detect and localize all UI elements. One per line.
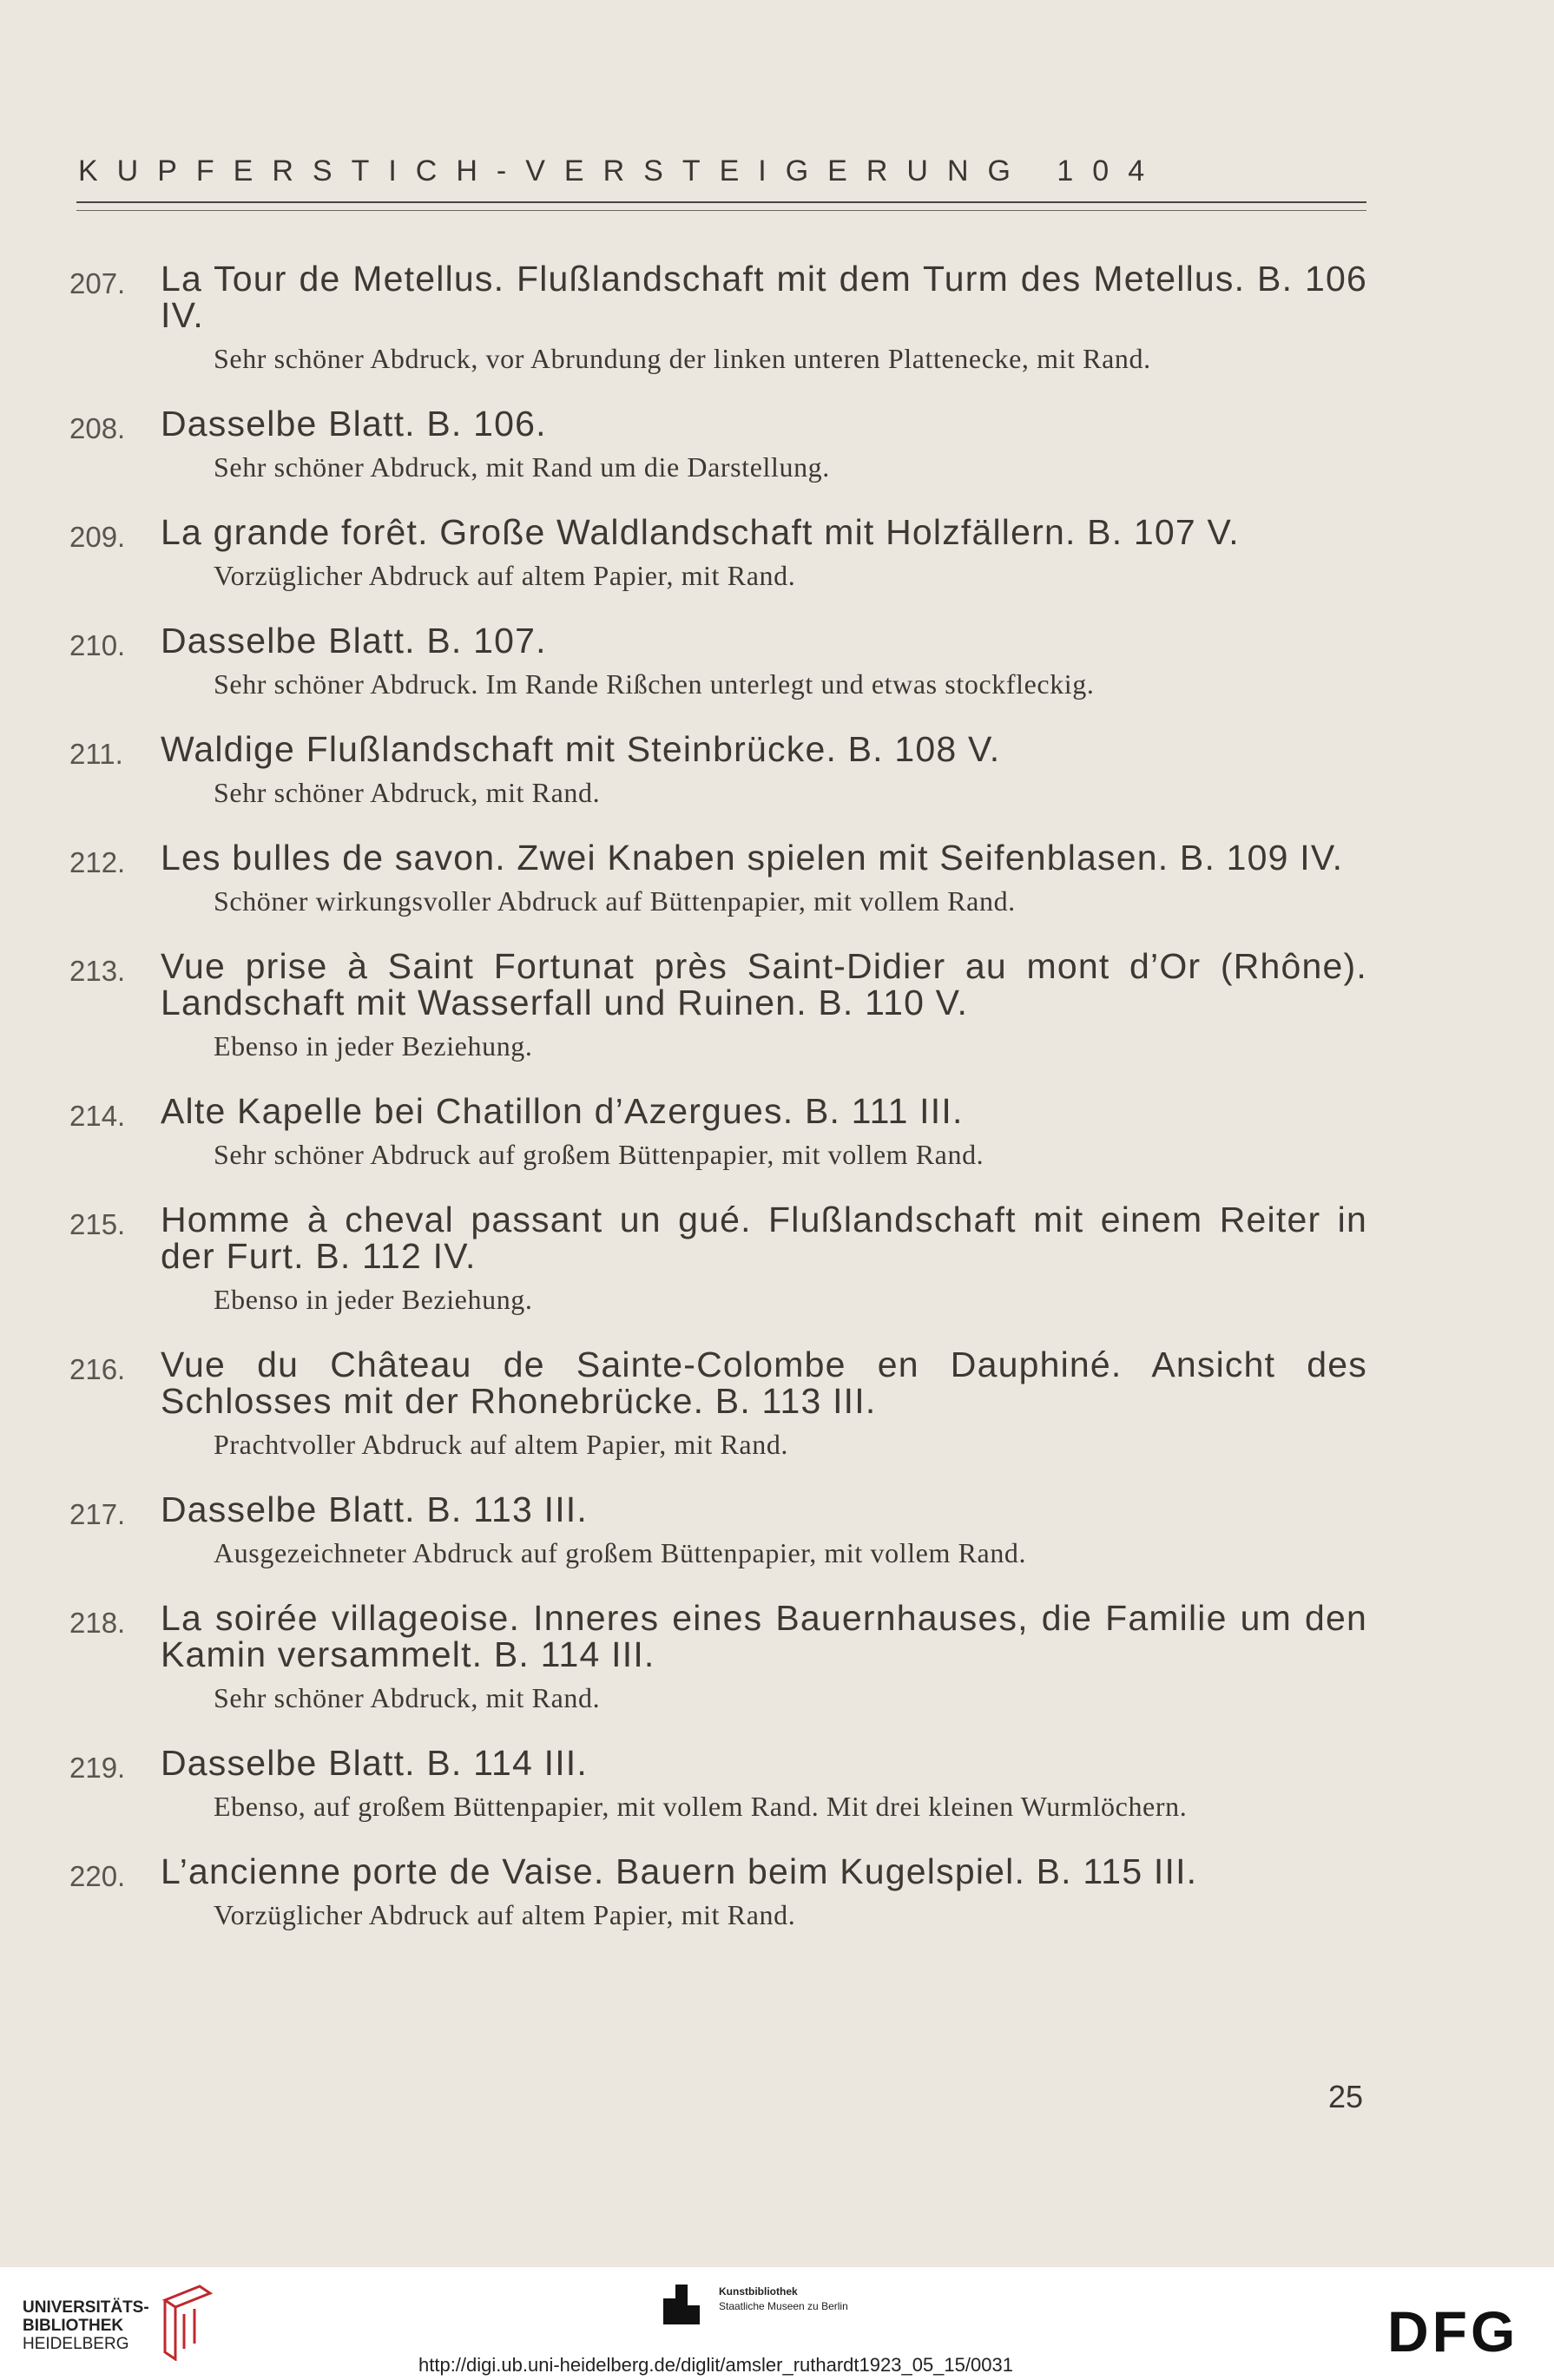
entry-title: La soirée villageoise. Inneres eines Bauernhauses, die Familie um den Kamin versammelt. B. 114 III. bbox=[161, 1598, 1367, 1674]
entry-title: Dasselbe Blatt. B. 113 III. bbox=[161, 1489, 588, 1529]
entry-title: Waldige Flußlandschaft mit Steinbrücke. B. 108 V. bbox=[161, 729, 1001, 769]
header-rule bbox=[76, 201, 1366, 203]
entry-number: 210. bbox=[69, 629, 126, 661]
catalog-entry bbox=[69, 1201, 1372, 1314]
entry-note: Sehr schöner Abdruck. Im Rande Rißchen unterlegt und etwas stockfleckig. bbox=[214, 668, 1095, 700]
entry-note: Sehr schöner Abdruck, mit Rand. bbox=[214, 1682, 601, 1713]
entry-title: L’ancienne porte de Vaise. Bauern beim Kugelspiel. B. 115 III. bbox=[161, 1851, 1198, 1891]
dfg-logo[interactable]: DFG bbox=[1387, 2299, 1519, 2364]
entry-note: Sehr schöner Abdruck, vor Abrundung der linken unteren Plattenecke, mit Rand. bbox=[214, 343, 1151, 374]
library-name-line: BIBLIOTHEK bbox=[23, 2317, 124, 2335]
entry-number: 207. bbox=[69, 267, 126, 299]
permalink-url[interactable]: http://digi.ub.uni-heidelberg.de/diglit/amsler_ruthardt1923_05_15/0031 bbox=[418, 2354, 1013, 2376]
entry-note: Ebenso in jeder Beziehung. bbox=[214, 1030, 533, 1062]
kb-subtitle: Staatliche Museen zu Berlin bbox=[719, 2300, 848, 2312]
entry-number: 219. bbox=[69, 1752, 126, 1784]
kb-name: Kunstbibliothek bbox=[719, 2285, 798, 2298]
catalog-entry bbox=[69, 1491, 1372, 1568]
kunstbibliothek-text[interactable] bbox=[719, 2285, 848, 2314]
entry-note: Sehr schöner Abdruck auf großem Büttenpapier, mit vollem Rand. bbox=[214, 1139, 984, 1170]
entry-number: 218. bbox=[69, 1607, 126, 1639]
catalog-entry bbox=[69, 1853, 1372, 1930]
entry-note: Ebenso, auf großem Büttenpapier, mit vollem Rand. Mit drei kleinen Wurmlöchern. bbox=[214, 1791, 1188, 1822]
catalog-entry bbox=[69, 948, 1372, 1061]
catalog-entry bbox=[69, 405, 1372, 482]
catalog-entry bbox=[69, 1093, 1372, 1169]
catalog-entry bbox=[69, 1346, 1372, 1459]
header-rule-thin bbox=[76, 210, 1366, 211]
entry-number: 214. bbox=[69, 1100, 126, 1132]
entry-note: Ausgezeichneter Abdruck auf großem Büttenpapier, mit vollem Rand. bbox=[214, 1537, 1027, 1568]
digitization-footer bbox=[0, 2267, 1554, 2380]
entry-note: Schöner wirkungsvoller Abdruck auf Büttenpapier, mit vollem Rand. bbox=[214, 885, 1016, 917]
catalog-entry bbox=[69, 731, 1372, 807]
catalog-entry bbox=[69, 839, 1372, 916]
entry-number: 209. bbox=[69, 521, 126, 553]
entry-title: Dasselbe Blatt. B. 107. bbox=[161, 621, 547, 661]
entry-title: Dasselbe Blatt. B. 106. bbox=[161, 404, 547, 444]
ub-heidelberg-logo-text[interactable] bbox=[23, 2298, 149, 2353]
entry-number: 208. bbox=[69, 412, 126, 444]
entry-title: Alte Kapelle bei Chatillon d’Azergues. B. 111 III. bbox=[161, 1091, 964, 1131]
entry-number: 215. bbox=[69, 1208, 126, 1240]
entry-note: Vorzüglicher Abdruck auf altem Papier, mit Rand. bbox=[214, 1899, 796, 1930]
running-header: KUPFERSTICH-VERSTEIGERUNG 104 bbox=[78, 155, 1164, 187]
entry-title: Vue prise à Saint Fortunat près Saint-Didier au mont d’Or (Rhône). Landschaft mit Wasserfall und Ruinen. B. 110 V. bbox=[161, 946, 1367, 1022]
catalog-entry bbox=[69, 1600, 1372, 1713]
catalog-entry bbox=[69, 260, 1372, 373]
library-city-line: HEIDELBERG bbox=[23, 2335, 129, 2353]
entry-title: La grande forêt. Große Waldlandschaft mit Holzfällern. B. 107 V. bbox=[161, 512, 1240, 552]
entry-number: 217. bbox=[69, 1498, 126, 1530]
entry-title: Vue du Château de Sainte-Colombe en Dauphiné. Ansicht des Schlosses mit der Rhonebrücke. B. 113 III. bbox=[161, 1345, 1367, 1421]
page-number: 25 bbox=[1328, 2079, 1364, 2114]
entry-title: Les bulles de savon. Zwei Knaben spielen mit Seifenblasen. B. 109 IV. bbox=[161, 838, 1344, 878]
catalog-entries bbox=[69, 260, 1372, 1962]
kunstbibliothek-icon[interactable] bbox=[660, 2281, 708, 2330]
entry-number: 216. bbox=[69, 1353, 126, 1385]
ub-heidelberg-icon[interactable] bbox=[156, 2283, 217, 2361]
entry-note: Sehr schöner Abdruck, mit Rand. bbox=[214, 777, 601, 808]
entry-title: Homme à cheval passant un gué. Flußlandschaft mit einem Reiter in der Furt. B. 112 IV. bbox=[161, 1200, 1367, 1276]
entry-title: Dasselbe Blatt. B. 114 III. bbox=[161, 1743, 588, 1783]
entry-note: Vorzüglicher Abdruck auf altem Papier, mit Rand. bbox=[214, 560, 796, 591]
entry-number: 213. bbox=[69, 955, 126, 987]
entry-number: 212. bbox=[69, 846, 126, 878]
entry-number: 220. bbox=[69, 1860, 126, 1892]
entry-note: Ebenso in jeder Beziehung. bbox=[214, 1284, 533, 1315]
catalog-entry bbox=[69, 622, 1372, 699]
entry-title: La Tour de Metellus. Flußlandschaft mit dem Turm des Metellus. B. 106 IV. bbox=[161, 259, 1367, 335]
library-name-line: UNIVERSITÄTS- bbox=[23, 2298, 149, 2317]
catalog-entry bbox=[69, 1745, 1372, 1821]
entry-number: 211. bbox=[69, 738, 123, 770]
catalog-entry bbox=[69, 514, 1372, 590]
entry-note: Sehr schöner Abdruck, mit Rand um die Darstellung. bbox=[214, 451, 830, 483]
entry-note: Prachtvoller Abdruck auf altem Papier, mit Rand. bbox=[214, 1429, 789, 1460]
